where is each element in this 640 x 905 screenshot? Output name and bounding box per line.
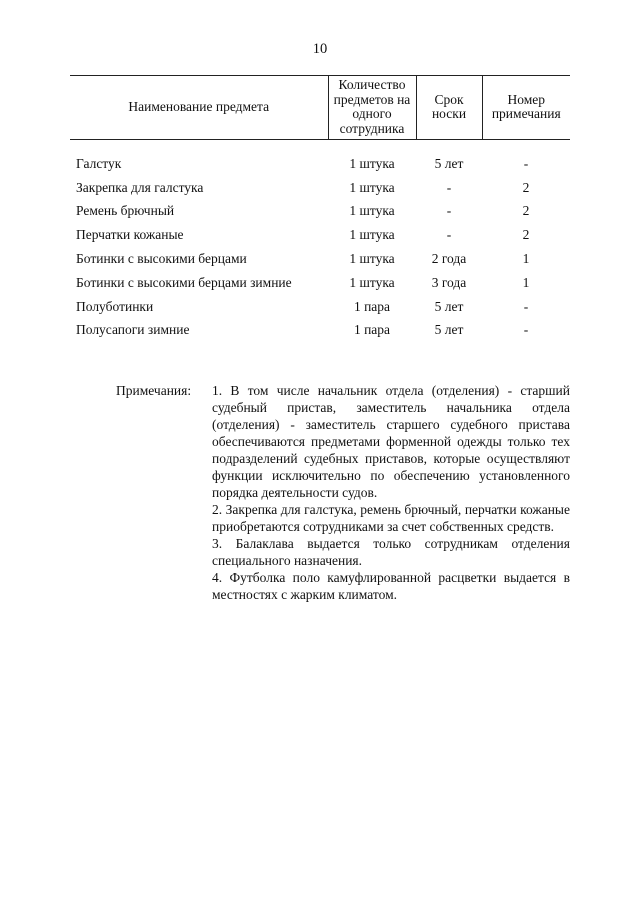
cell-note: 1 (522, 274, 530, 290)
cell-term: 5 лет (434, 322, 464, 338)
cell-term: 2 года (431, 251, 467, 267)
header-note: Номер примечания (482, 76, 570, 140)
page-number: 10 (312, 41, 328, 57)
cell-quantity: 1 пара (353, 322, 391, 338)
table-row (70, 319, 570, 343)
cell-note: 1 (522, 251, 530, 267)
cell-note: - (523, 322, 529, 338)
table-row (70, 247, 570, 271)
cell-term: - (446, 179, 452, 195)
table-row (70, 295, 570, 319)
cell-name: Ботинки с высокими берцами (76, 251, 247, 267)
cell-note: - (523, 155, 529, 171)
notes-section (116, 382, 570, 603)
cell-term: - (446, 227, 452, 243)
cell-name: Полуботинки (76, 298, 154, 314)
cell-name: Ремень брючный (76, 203, 175, 219)
notes-list (212, 382, 570, 603)
note-item: 3. Балаклава выдается только сотрудникам отделения специального назначения. (212, 536, 570, 568)
cell-name: Полусапоги зимние (76, 322, 190, 338)
note-item: 4. Футболка поло камуфлированной расцветки выдается в местностях с жарким климатом. (212, 570, 570, 602)
cell-term: 5 лет (434, 155, 464, 171)
cell-note: 2 (522, 179, 530, 195)
cell-quantity: 1 штука (349, 155, 395, 171)
cell-quantity: 1 штука (349, 251, 395, 267)
cell-name: Галстук (76, 155, 122, 171)
header-term: Срок носки (416, 76, 482, 140)
header-name: Наименование предмета (70, 76, 328, 140)
cell-quantity: 1 штука (349, 274, 395, 290)
cell-note: - (523, 298, 529, 314)
header-quantity: Количество предметов на одного сотрудника (328, 76, 416, 140)
cell-term: 5 лет (434, 298, 464, 314)
cell-term: - (446, 203, 452, 219)
note-item: 1. В том числе начальник отдела (отделения) - старший судебный пристав, заместитель начальника отдела (отделения) - заместитель старшего судебного пристава обеспечиваются предметами форменной одежды только тех подразделений судебных приставов, которые осуществляют функции исключительно по обеспечению установленного порядка деятельности судов. (212, 383, 570, 500)
table-body (70, 140, 570, 343)
table-row (70, 223, 570, 247)
table-header-row (70, 76, 570, 140)
notes-label: Примечания: (116, 383, 192, 398)
cell-term: 3 года (431, 274, 467, 290)
note-item: 2. Закрепка для галстука, ремень брючный, перчатки кожаные приобретаются сотрудниками за счет собственных средств. (212, 502, 570, 534)
cell-quantity: 1 штука (349, 227, 395, 243)
cell-name: Перчатки кожаные (76, 227, 184, 243)
table-row (70, 140, 570, 176)
cell-name: Ботинки с высокими берцами зимние (76, 274, 292, 290)
cell-note: 2 (522, 203, 530, 219)
cell-quantity: 1 штука (349, 203, 395, 219)
table-row (70, 200, 570, 224)
table-row (70, 271, 570, 295)
table-row (70, 176, 570, 200)
uniform-items-table (70, 75, 570, 342)
cell-quantity: 1 пара (353, 298, 391, 314)
cell-quantity: 1 штука (349, 179, 395, 195)
cell-name: Закрепка для галстука (76, 179, 204, 195)
cell-note: 2 (522, 227, 530, 243)
